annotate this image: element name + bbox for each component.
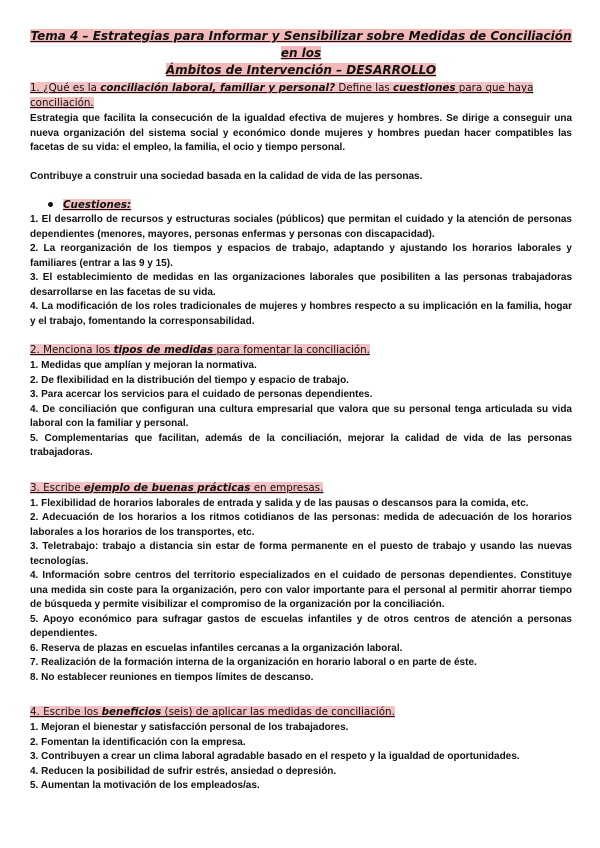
list-item: 5. Complementarias que facilitan, además de la conciliación, mejorar la calidad de vida de las personas trabajadoras. bbox=[30, 432, 572, 458]
list-item: 1. Flexibilidad de horarios laborales de entrada y salida y de las pausas o descansos para la comida, etc. bbox=[30, 497, 529, 509]
cuestiones-bullet: Cuestiones: bbox=[48, 198, 572, 213]
list-item: 2. De flexibilidad en la distribución del tiempo y espacio de trabajo. bbox=[30, 374, 349, 386]
list-item: 2. Adecuación de los horarios a los ritmos cotidianos de las personas: medida de adecuación de los horarios laborales a los horarios de los transportes, etc. bbox=[30, 512, 572, 538]
section-4-list bbox=[30, 721, 572, 794]
title-line-2: Ámbitos de Intervención – DESARROLLO bbox=[165, 63, 437, 77]
list-item: 5. Aumentan la motivación de los empleados/as. bbox=[30, 780, 260, 791]
section-4-heading: 4. Escribe los beneficios (seis) de aplicar las medidas de conciliación. bbox=[30, 706, 395, 718]
list-item: 2. La reorganización de los tiempos y espacios de trabajo, adaptando y ajustando los horarios laborales y familiares (entrar a las 9 y 15). bbox=[30, 243, 572, 269]
list-item: 1. Medidas que amplían y mejoran la normativa. bbox=[30, 360, 257, 371]
list-item: 2. Fomentan la identificación con la empresa. bbox=[30, 736, 246, 748]
section-1-heading: 1. ¿Qué es la conciliación laboral, familiar y personal? Define las cuestiones para que haya conciliación. bbox=[30, 82, 534, 109]
section-1-list bbox=[30, 213, 572, 329]
list-item: 1. Mejoran el bienestar y satisfacción personal de los trabajadores. bbox=[30, 722, 349, 733]
list-item: 4. Información sobre centros del territorio especializados en el cuidado de personas dependientes. Constituye una medida sin coste para la organización, pero con valor importante para el personal al permitir ahorrar tiempo de búsqueda y permite visibilizar el compromiso de la organización por la conciliación. bbox=[30, 570, 572, 610]
section-2-heading: 2. Menciona los tipos de medidas para fomentar la conciliación. bbox=[30, 344, 370, 356]
section-1-paragraph-2: Contribuye a construir una sociedad basada en la calidad de vida de las personas. bbox=[30, 170, 423, 182]
section-2-list bbox=[30, 359, 572, 461]
list-item: 1. El desarrollo de recursos y estructuras sociales (públicos) que permitan el cuidado y la atención de personas dependientes (menores, mayores, personas enfermas y personas con discapacidad). bbox=[30, 214, 572, 240]
list-item: 3. Teletrabajo: trabajo a distancia sin estar de forma permanente en el puesto de trabajo y usando las nuevas tecnologías. bbox=[30, 541, 572, 567]
list-item: 4. La modificación de los roles tradicionales de mujeres y hombres respecto a su implicación en la familia, hogar y el trabajo, fomentando la corresponsabilidad. bbox=[30, 301, 572, 327]
document-title bbox=[30, 28, 572, 79]
list-item: 6. Reserva de plazas en escuelas infantiles cercanas a la organización laboral. bbox=[30, 642, 403, 654]
list-item: 3. El establecimiento de medidas en las organizaciones laborales que posibiliten a las personas trabajadoras desarrollarse en las facetas de su vida. bbox=[30, 272, 572, 298]
list-item: 3. Para acercar los servicios para el cuidado de personas dependientes. bbox=[30, 389, 373, 400]
section-1-paragraph-1: Estrategia que facilita la consecución de la igualdad efectiva de mujeres y hombres. Se dirige a conseguir una nueva organización del sistema social y económico donde mujeres y hombres puedan hacer compatibles las facetas de su vida: el empleo, la familia, el ocio y tiempo personal. bbox=[30, 113, 572, 153]
list-item: 7. Realización de la formación interna de la organización en horario laboral o en parte de éste. bbox=[30, 657, 477, 668]
list-item: 3. Contribuyen a crear un clima laboral agradable basado en el respeto y la igualdad de oportunidades. bbox=[30, 751, 520, 762]
section-3-heading: 3. Escribe ejemplo de buenas prácticas en empresas. bbox=[30, 481, 324, 494]
title-line-1: Tema 4 – Estrategias para Informar y Sensibilizar sobre Medidas de Conciliación en los bbox=[30, 29, 572, 60]
bullet-dot-icon bbox=[48, 202, 53, 207]
list-item: 5. Apoyo económico para sufragar gastos de escuelas infantiles y de otros centros de atención a personas dependientes. bbox=[30, 613, 572, 639]
list-item: 4. De conciliación que configuran una cultura empresarial que valora que su personal tenga articulada su vida laboral con la familiar y personal. bbox=[30, 403, 572, 429]
list-item: 8. No establecer reuniones en tiempos límites de descanso. bbox=[30, 671, 314, 683]
section-3-list bbox=[30, 497, 572, 686]
list-item: 4. Reducen la posibilidad de sufrir estrés, ansiedad o depresión. bbox=[30, 765, 337, 777]
